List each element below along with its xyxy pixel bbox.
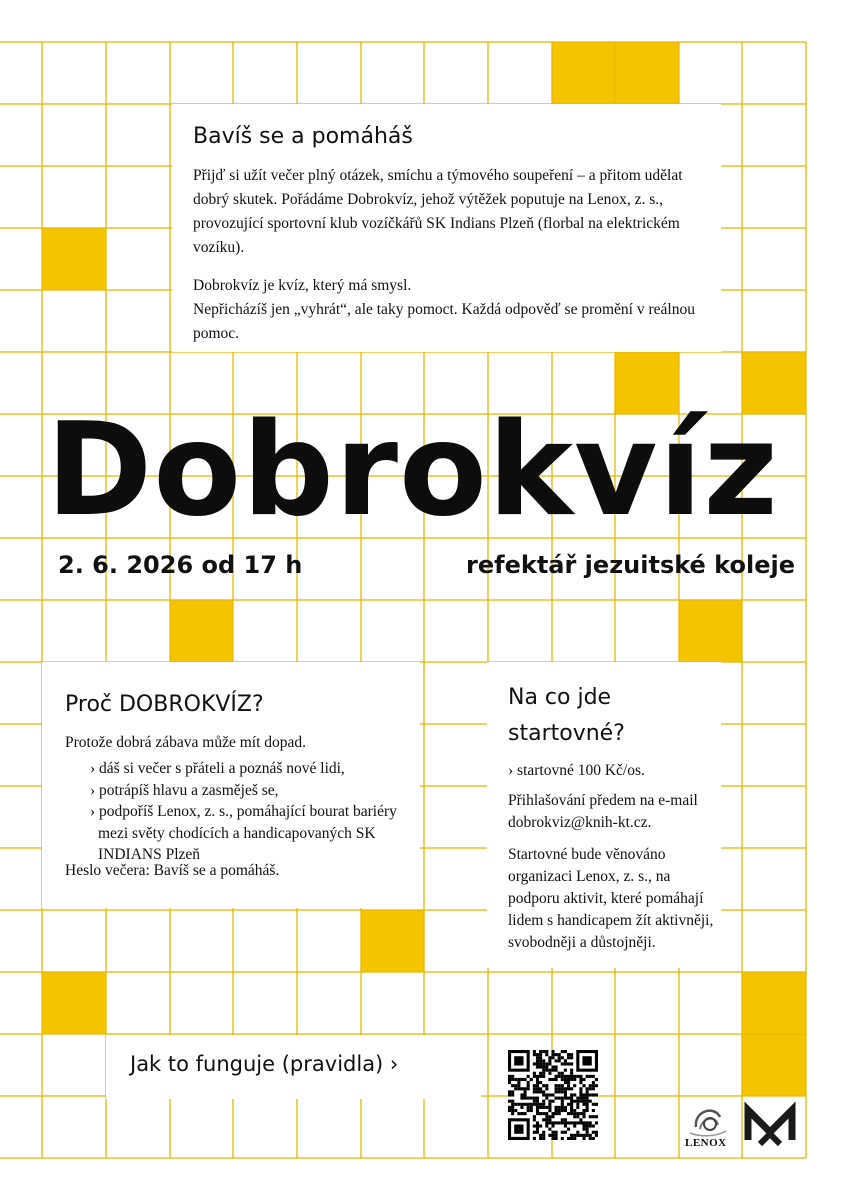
grid-fill-cell [42, 228, 106, 290]
qr-code-icon[interactable] [508, 1050, 598, 1140]
intro-paragraph-2 [193, 274, 713, 346]
grid-fill-cell [742, 1034, 806, 1096]
intro-heading: Bavíš se a pomáháš [193, 124, 413, 149]
why-intro: Protože dobrá zábava může mít dopad. [65, 734, 307, 751]
event-title: Dobrokvíz [46, 396, 779, 545]
rules-link[interactable]: Jak to funguje (pravidla) › [130, 1052, 399, 1076]
grid-fill-cell [552, 42, 615, 104]
why-bullet: › podpoříš Lenox, z. s., pomáhající bourat bariéry mezi světy chodících a handicapovaných SK INDIANS Plzeň [90, 803, 397, 863]
grid-fill-cell [679, 600, 742, 662]
grid-fill-cell [361, 910, 424, 972]
why-bullet: › dáš si večer s přáteli a poznáš nové lidi, [90, 760, 345, 777]
intro-box [172, 104, 721, 352]
fee-box [487, 662, 721, 968]
intro-paragraph: Přijď si užít večer plný otázek, smíchu a týmového soupeření – a přitom udělat dobrý skutek. Pořádáme Dobrokvíz, jehož výtěžek poputuje na Lenox, z. s., provozující sportovní klub vozíčkářů SK Indians Plzeň (florbal na elektrickém vozíku). [193, 167, 683, 256]
lenox-logo-text: LENOX [685, 1137, 727, 1149]
grid-fill-cell [615, 42, 679, 104]
fee-registration: Přihlašování předem na e-mail dobrokviz@knih-kt.cz. [508, 792, 698, 831]
intro-line-2: Nepřicházíš jen „vyhrát“, ale taky pomoct. Každá odpověď se promění v reálnou pomoc. [193, 301, 695, 342]
intro-line-1: Dobrokvíz je kvíz, který má smysl. [193, 277, 412, 294]
why-bullet: › potrápíš hlavu a zasměješ se, [90, 781, 279, 799]
grid-fill-cell [170, 600, 233, 662]
m-logo-icon [744, 1100, 796, 1152]
fee-heading: Na co jde startovné? [508, 685, 625, 746]
event-venue: refektář jezuitské koleje [466, 551, 795, 579]
event-date: 2. 6. 2026 od 17 h [58, 551, 303, 579]
rules-box [106, 1035, 481, 1099]
grid-fill-cell [742, 972, 806, 1034]
grid-fill-cell [42, 972, 106, 1034]
why-bullet-list [65, 758, 415, 866]
why-box [42, 662, 420, 908]
why-heading: Proč DOBROKVÍZ? [65, 692, 264, 717]
fee-purpose: Startovné bude věnováno organizaci Lenox, z. s., na podporu aktivit, které pomáhají lidem s handicapem žít aktivněji, svobodněji a důstojněji. [508, 846, 714, 951]
why-motto: Heslo večera: Bavíš se a pomáháš. [65, 862, 280, 879]
fee-price: › startovné 100 Kč/os. [508, 762, 645, 779]
